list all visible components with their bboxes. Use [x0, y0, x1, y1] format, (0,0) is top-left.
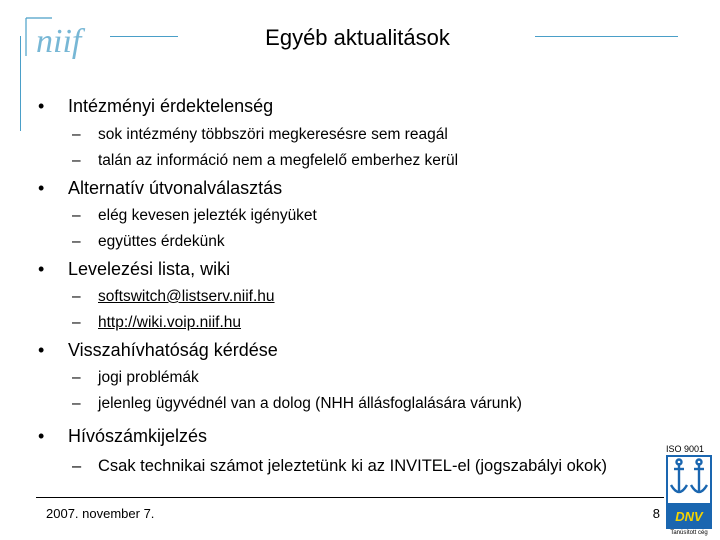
iso-label: ISO 9001: [666, 444, 705, 454]
certification-caption: Tanúsított cég: [670, 530, 708, 536]
bullet-symbol: •: [38, 340, 45, 360]
mailing-list-link[interactable]: softswitch@listserv.niif.hu: [98, 288, 275, 305]
title-rule-left: [110, 36, 178, 37]
dash-symbol: –: [72, 288, 81, 305]
subbullet-text: együttes érdekünk: [98, 233, 225, 250]
dash-symbol: –: [72, 126, 81, 143]
footer-date: 2007. november 7.: [46, 506, 155, 521]
bullet-symbol: •: [38, 259, 45, 279]
left-rule: [20, 36, 21, 131]
bullet-item: [38, 339, 278, 361]
dnv-certification-logo: [666, 455, 712, 529]
title-rule-right: [535, 36, 678, 37]
bullet-item: [38, 258, 230, 280]
wiki-link[interactable]: http://wiki.voip.niif.hu: [98, 314, 242, 331]
niif-logo: [22, 12, 110, 66]
subbullet-text: jogi problémák: [98, 369, 199, 386]
bullet-text: Visszahívhatóság kérdése: [68, 340, 278, 360]
subbullet-item: [72, 232, 225, 252]
dash-symbol: –: [72, 395, 81, 412]
dash-symbol: –: [72, 314, 81, 331]
page-number: 8: [652, 506, 660, 521]
dash-symbol: –: [72, 369, 81, 386]
bullet-item: [38, 177, 282, 199]
bullet-symbol: •: [38, 426, 45, 446]
subbullet-item: [72, 394, 522, 414]
subbullet-item: [72, 456, 607, 476]
subbullet-text: Csak technikai számot jeleztetünk ki az INVITEL-el (jogszabályi okok): [98, 457, 607, 475]
subbullet-text: elég kevesen jelezték igényüket: [98, 207, 317, 224]
subbullet-item: [72, 287, 275, 307]
bullet-symbol: •: [38, 178, 45, 198]
dash-symbol: –: [72, 207, 81, 224]
subbullet-text: jelenleg ügyvédnél van a dolog (NHH állásfoglalására várunk): [98, 395, 522, 412]
subbullet-text: sok intézmény többszöri megkeresésre sem reagál: [98, 126, 448, 143]
subbullet-item: [72, 313, 241, 333]
subbullet-item: [72, 206, 317, 226]
logo-text: niif: [36, 23, 82, 60]
slide-title: Egyéb aktualitások: [265, 25, 450, 50]
dnv-text: DNV: [675, 509, 703, 524]
dash-symbol: –: [72, 152, 81, 169]
subbullet-text: talán az információ nem a megfelelő emberhez kerül: [98, 152, 459, 169]
bullet-item: [38, 95, 273, 117]
subbullet-item: [72, 125, 448, 145]
dash-symbol: –: [72, 457, 82, 475]
bullet-text: Intézményi érdektelenség: [68, 96, 274, 116]
bullet-item: [38, 425, 207, 447]
bullet-symbol: •: [38, 96, 45, 116]
subbullet-item: [72, 368, 199, 388]
bullet-text: Alternatív útvonalválasztás: [68, 178, 283, 198]
bullet-text: Hívószámkijelzés: [68, 426, 208, 446]
subbullet-item: [72, 151, 458, 171]
dash-symbol: –: [72, 233, 81, 250]
footer-rule: [36, 497, 664, 498]
bullet-text: Levelezési lista, wiki: [68, 259, 231, 279]
